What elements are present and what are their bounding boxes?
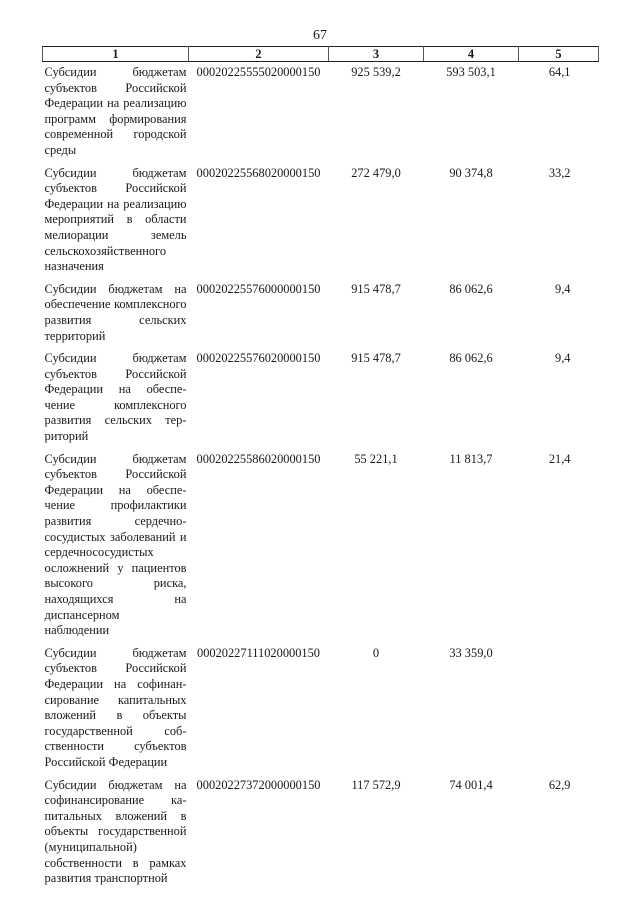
row-percent: [519, 643, 599, 775]
row-code: 00020225576000000150: [196, 281, 321, 296]
row-percent: 9,4: [555, 351, 571, 366]
page-number: 67: [313, 28, 327, 43]
table-header-row: [43, 47, 599, 62]
table-row: [43, 62, 599, 163]
row-name: Субсидии бюджетам на софинансирование капитальных вложений в объекты государственной (муниципальной) собственности в рамках развития транспортной: [44, 777, 187, 886]
row-percent: 33,2: [548, 165, 571, 180]
row-plan: 117 572,9: [351, 777, 401, 792]
row-actual: 86 062,6: [449, 351, 493, 366]
row-actual: 86 062,6: [449, 281, 493, 296]
budget-table: [42, 46, 599, 891]
row-percent: 62,9: [548, 777, 571, 792]
table-row: [43, 279, 599, 348]
row-code: 00020225555020000150: [196, 65, 321, 79]
row-code: 00020225568020000150: [196, 165, 321, 180]
row-percent: 9,4: [555, 281, 571, 296]
row-name: Субсидии бюджетам субъектов Российской Федерации на обеспечение профилактики развития сердечнососудистых заболеваний и сердечнососудистых осложнений у пациентов высокого риска, находящихся на диспансерном наблюдении: [44, 451, 187, 638]
row-plan: 925 539,2: [351, 65, 401, 79]
row-plan: 915 478,7: [351, 351, 401, 366]
column-header-4: 4: [424, 47, 519, 62]
row-code: 00020227372000000150: [196, 777, 321, 792]
row-plan: 272 479,0: [351, 165, 401, 180]
row-code: 00020227111020000150: [197, 645, 320, 660]
row-code: 00020225576020000150: [196, 351, 321, 366]
table-row: [43, 643, 599, 775]
row-name: Субсидии бюджетам на обеспечение комплексного развития сельских территорий: [44, 281, 187, 343]
row-actual: 74 001,4: [449, 777, 493, 792]
row-percent: 21,4: [548, 451, 571, 466]
column-header-1: 1: [43, 47, 189, 62]
row-name: Субсидии бюджетам субъектов Российской Федерации на реализацию программ формирования современной городской среды: [44, 65, 187, 157]
row-name: Субсидии бюджетам субъектов Российской Федерации на реализацию мероприятий в области мелиорации земель сельскохозяйственного назначения: [44, 165, 187, 274]
row-plan: 55 221,1: [354, 451, 398, 466]
row-plan: 915 478,7: [351, 281, 401, 296]
row-code: 00020225586020000150: [196, 451, 321, 466]
table-row: [43, 775, 599, 891]
row-plan: 0: [372, 645, 380, 660]
column-header-2: 2: [189, 47, 329, 62]
row-name: Субсидии бюджетам субъектов Российской Федерации на обеспечение комплексного развития сельских территорий: [44, 351, 187, 444]
table-row: [43, 348, 599, 449]
row-percent: 64,1: [548, 65, 571, 79]
table-row: [43, 163, 599, 279]
row-actual: 11 813,7: [449, 451, 493, 466]
column-header-5: 5: [519, 47, 599, 62]
row-actual: 33 359,0: [449, 645, 493, 660]
table-row: [43, 449, 599, 643]
row-name: Субсидии бюджетам субъектов Российской Федерации на софинансирование капитальных вложений в объекты государственной собственности субъектов Российской Федерации: [44, 645, 187, 769]
column-header-3: 3: [329, 47, 424, 62]
row-actual: 90 374,8: [449, 165, 493, 180]
row-actual: 593 503,1: [446, 65, 496, 79]
